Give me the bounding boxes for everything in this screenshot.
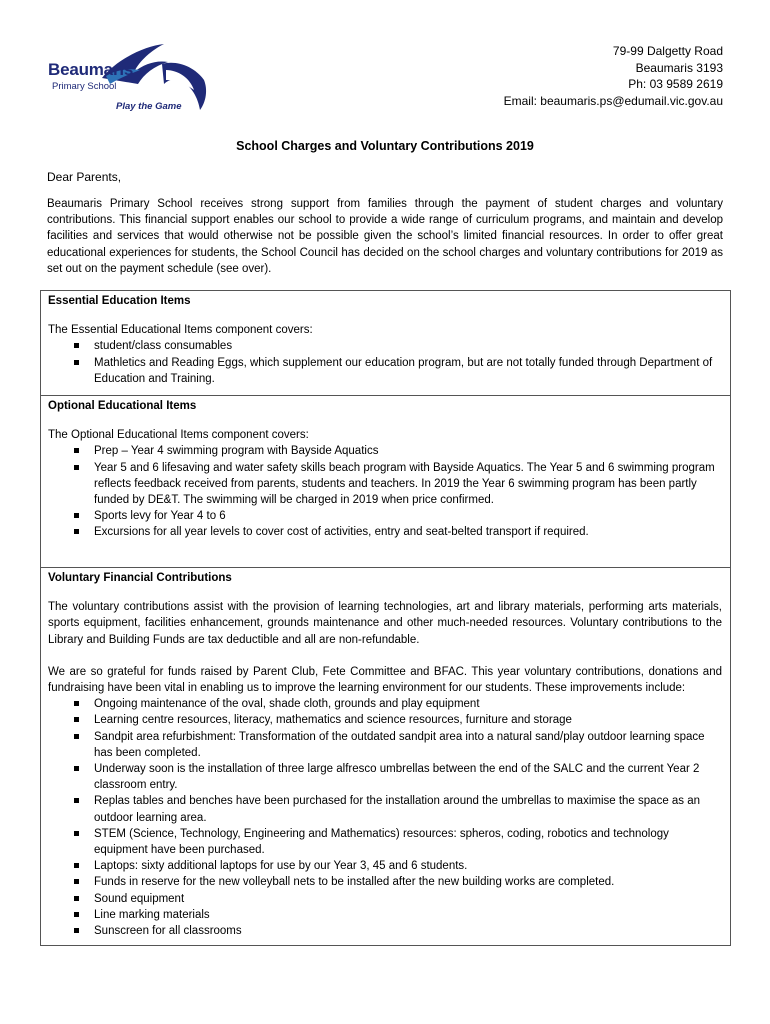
essential-heading: Essential Education Items	[48, 295, 191, 307]
list-item: Sound equipment	[94, 891, 722, 907]
essential-items-section	[40, 290, 731, 396]
list-item: Replas tables and benches have been purchased for the installation around the umbrellas to maximise the space as an outdoor learning area.	[94, 793, 722, 825]
improvements-list	[48, 696, 722, 939]
optional-items-section	[40, 396, 731, 568]
list-item: Line marking materials	[94, 907, 722, 923]
list-item: STEM (Science, Technology, Engineering and Mathematics) resources: spheros, coding, robotics and technology equipment have been purchased.	[94, 826, 722, 858]
list-item: Excursions for all year levels to cover cost of activities, entry and seat-belted transport if required.	[94, 524, 722, 540]
salutation: Dear Parents,	[47, 170, 122, 184]
voluntary-contributions-section	[40, 568, 731, 946]
list-item: Year 5 and 6 lifesaving and water safety skills beach program with Bayside Aquatics. The Year 5 and 6 swimming program reflects feedback received from parents, students and teachers. In 2019 the Year 6 swimming program has been partly funded by DE&T. The swimming will be charged in 2019 when price confirmed.	[94, 460, 722, 509]
address-street: 79-99 Dalgetty Road	[612, 44, 723, 58]
list-item: Sports levy for Year 4 to 6	[94, 508, 722, 524]
voluntary-paragraph-1: The voluntary contributions assist with the provision of learning technologies, art and library materials, performing arts materials, sports equipment, facilities enhancement, grounds maintenance and other much-needed resources. Voluntary contributions to the Library and Building Funds are tax deductible and all are non-refundable.	[48, 601, 722, 646]
list-item: Laptops: sixty additional laptops for use by our Year 3, 45 and 6 students.	[94, 858, 722, 874]
list-item: Learning centre resources, literacy, mathematics and science resources, furniture and storage	[94, 712, 722, 728]
list-item: Funds in reserve for the new volleyball nets to be installed after the new building works are completed.	[94, 874, 722, 890]
list-item: Underway soon is the installation of three large alfresco umbrellas between the end of the SALC and the current Year 2 classroom entry.	[94, 761, 722, 793]
essential-list	[48, 338, 722, 387]
list-item: Sandpit area refurbishment: Transformation of the outdated sandpit area into a natural sand/play outdoor learning space has been completed.	[94, 729, 722, 761]
voluntary-heading: Voluntary Financial Contributions	[48, 572, 232, 584]
voluntary-paragraph-2: We are so grateful for funds raised by Parent Club, Fete Committee and BFAC. This year voluntary contributions, donations and fundraising have been vital in enabling us to improve the learning environment for our students. These improvements include:	[48, 665, 722, 695]
list-item: student/class consumables	[94, 338, 722, 354]
list-item: Prep – Year 4 swimming program with Bayside Aquatics	[94, 443, 722, 459]
school-logo	[44, 40, 212, 116]
address-email: Email: beaumaris.ps@edumail.vic.gov.au	[503, 93, 723, 108]
essential-lead: The Essential Educational Items component covers:	[48, 324, 313, 337]
logo-school-name: Beaumaris	[48, 60, 134, 79]
address-phone: Ph: 03 9589 2619	[628, 77, 723, 92]
charges-table	[40, 290, 731, 946]
optional-list	[48, 443, 722, 540]
list-item: Mathletics and Reading Eggs, which supplement our education program, but are not totally funded through Department of Education and Training.	[94, 355, 722, 387]
optional-lead: The Optional Educational Items component covers:	[48, 429, 309, 442]
logo-tagline: Play the Game	[116, 101, 182, 112]
list-item: Ongoing maintenance of the oval, shade cloth, grounds and play equipment	[94, 696, 722, 712]
intro-paragraph: Beaumaris Primary School receives strong support from families through the payment of student charges and voluntary contributions. This financial support enables our school to provide a wide range of curriculum programs, and maintain and develop facilities and services that would otherwise not be possible given the school’s limited financial resources. In order to offer great educational experiences for students, the School Council has decided on the school charges and voluntary contributions for 2019 as set out on the payment schedule (see over).	[47, 198, 723, 275]
optional-heading: Optional Educational Items	[48, 400, 197, 412]
school-address	[504, 43, 723, 109]
address-suburb: Beaumaris 3193	[635, 60, 723, 75]
document-title: School Charges and Voluntary Contributions 2019	[236, 139, 534, 153]
list-item: Sunscreen for all classrooms	[94, 923, 722, 939]
logo-subtitle: Primary School	[52, 81, 117, 92]
